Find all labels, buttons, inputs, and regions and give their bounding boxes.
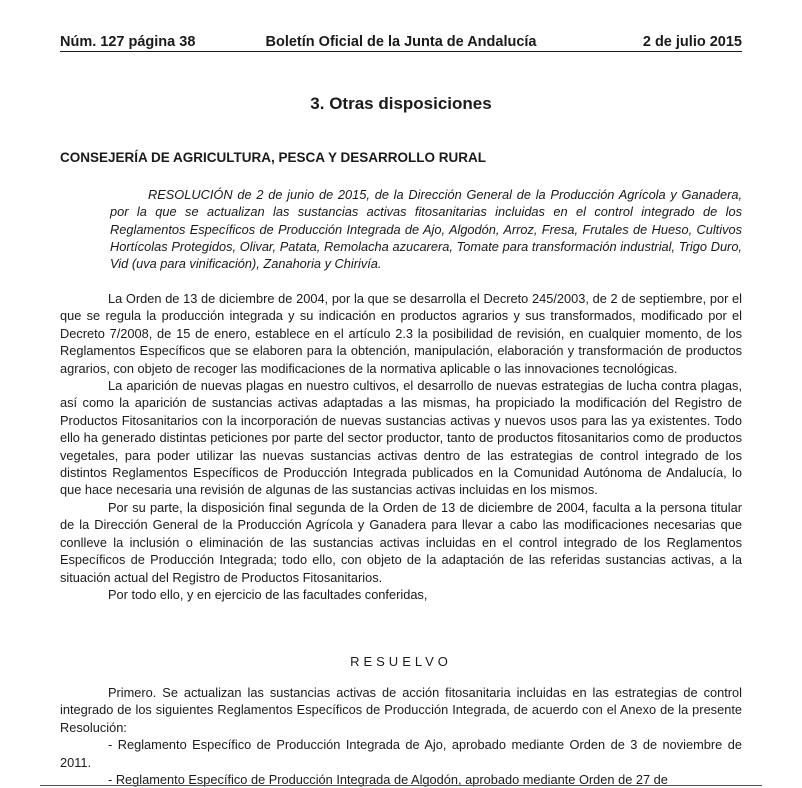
list-item: - Reglamento Específico de Producción Integrada de Algodón, aprobado mediante Orden de 27 de [108, 772, 668, 788]
body-paragraphs [60, 290, 742, 603]
page-bottom-rule [40, 785, 762, 786]
section-title: 3. Otras disposiciones [310, 94, 492, 113]
header-rule [60, 51, 742, 52]
resolution-articles [60, 684, 742, 788]
paragraph: Por su parte, la disposición final segunda de la Orden de 13 de diciembre de 2004, faculta a la persona titular de la Dirección General de la Producción Agrícola y Ganadera para llevar a cabo las modificaciones necesarias que conlleve la inclusión o eliminación de las sustancias activas incluidas en el control integrado de los Reglamentos Específicos de Producción Integrada; todo ello, con objeto de la adaptación de las referidas sustancias activas, a la situación actual del Registro de Productos Fitosanitarios. [60, 499, 742, 585]
paragraph: Primero. Se actualizan las sustancias activas de acción fitosanitaria incluidas en las estrategias de control integrado de los siguientes Reglamentos Específicos de Producción Integrada, de acuerdo con el Anexo de la presente Resolución: [60, 685, 742, 735]
bulletin-title: Boletín Oficial de la Junta de Andalucía [265, 34, 537, 50]
paragraph: La Orden de 13 de diciembre de 2004, por la que se desarrolla el Decreto 245/2003, de 2 de septiembre, por el que se regula la producción integrada y su indicación en productos agrarios y sus transformados, modificado por el Decreto 7/2008, de 15 de enero, establece en el artículo 2.3 la posibilidad de revisión, en cualquier momento, de los Reglamentos Específicos que se elaboren para la obtención, manipulación, elaboración y transformación de productos agrarios, con objeto de recoger las modificaciones de la normativa aplicable o las innovaciones tecnológicas. [60, 291, 742, 376]
paragraph: La aparición de nuevas plagas en nuestro cultivos, el desarrollo de nuevas estrategias de lucha contra plagas, así como la aparición de sustancias activas adaptadas a las mismas, ha propiciado la modificación del Registro de Productos Fitosanitarios con la incorporación de nuevas sustancias activas y nuevos usos para las ya existentes. Todo ello ha generado distintas peticiones por parte del sector productor, tanto de productos fitosanitarios como de productos vegetales, para poder utilizar las nuevas sustancias activas dentro de las estrategias de control integrado de los distintos Reglamentos Específicos de Producción Integrada publicados en la Comunidad Autónoma de Andalucía, lo que hace necesaria una revisión de algunas de las sustancias activas incluidas en los mismos. [60, 378, 742, 498]
issue-page-number: Núm. 127 página 38 [60, 34, 196, 50]
paragraph: Por todo ello, y en ejercicio de las facultades conferidas, [108, 586, 428, 602]
resolution-summary: RESOLUCIÓN de 2 de junio de 2015, de la Dirección General de la Producción Agrícola y Ganadera, por la que se actualizan las sustancias activas fitosanitarias incluidas en el control integrado de los Reglamentos Específicos de Producción Integrada de Ajo, Algodón, Arroz, Fresa, Frutales de Hueso, Cultivos Hortícolas Protegidos, Olivar, Patata, Remolacha azucarera, Tomate para transformación industrial, Trigo Duro, Vid (uva para vinificación), Zanahoria y Chirivía. [110, 187, 742, 272]
resuelvo-heading: RESUELVO [350, 654, 452, 669]
publication-date: 2 de julio 2015 [642, 34, 742, 50]
page-header [60, 33, 742, 51]
department-heading: CONSEJERÍA DE AGRICULTURA, PESCA Y DESARROLLO RURAL [60, 150, 487, 165]
list-item: - Reglamento Específico de Producción Integrada de Ajo, aprobado mediante Orden de 3 de noviembre de 2011. [60, 737, 742, 770]
